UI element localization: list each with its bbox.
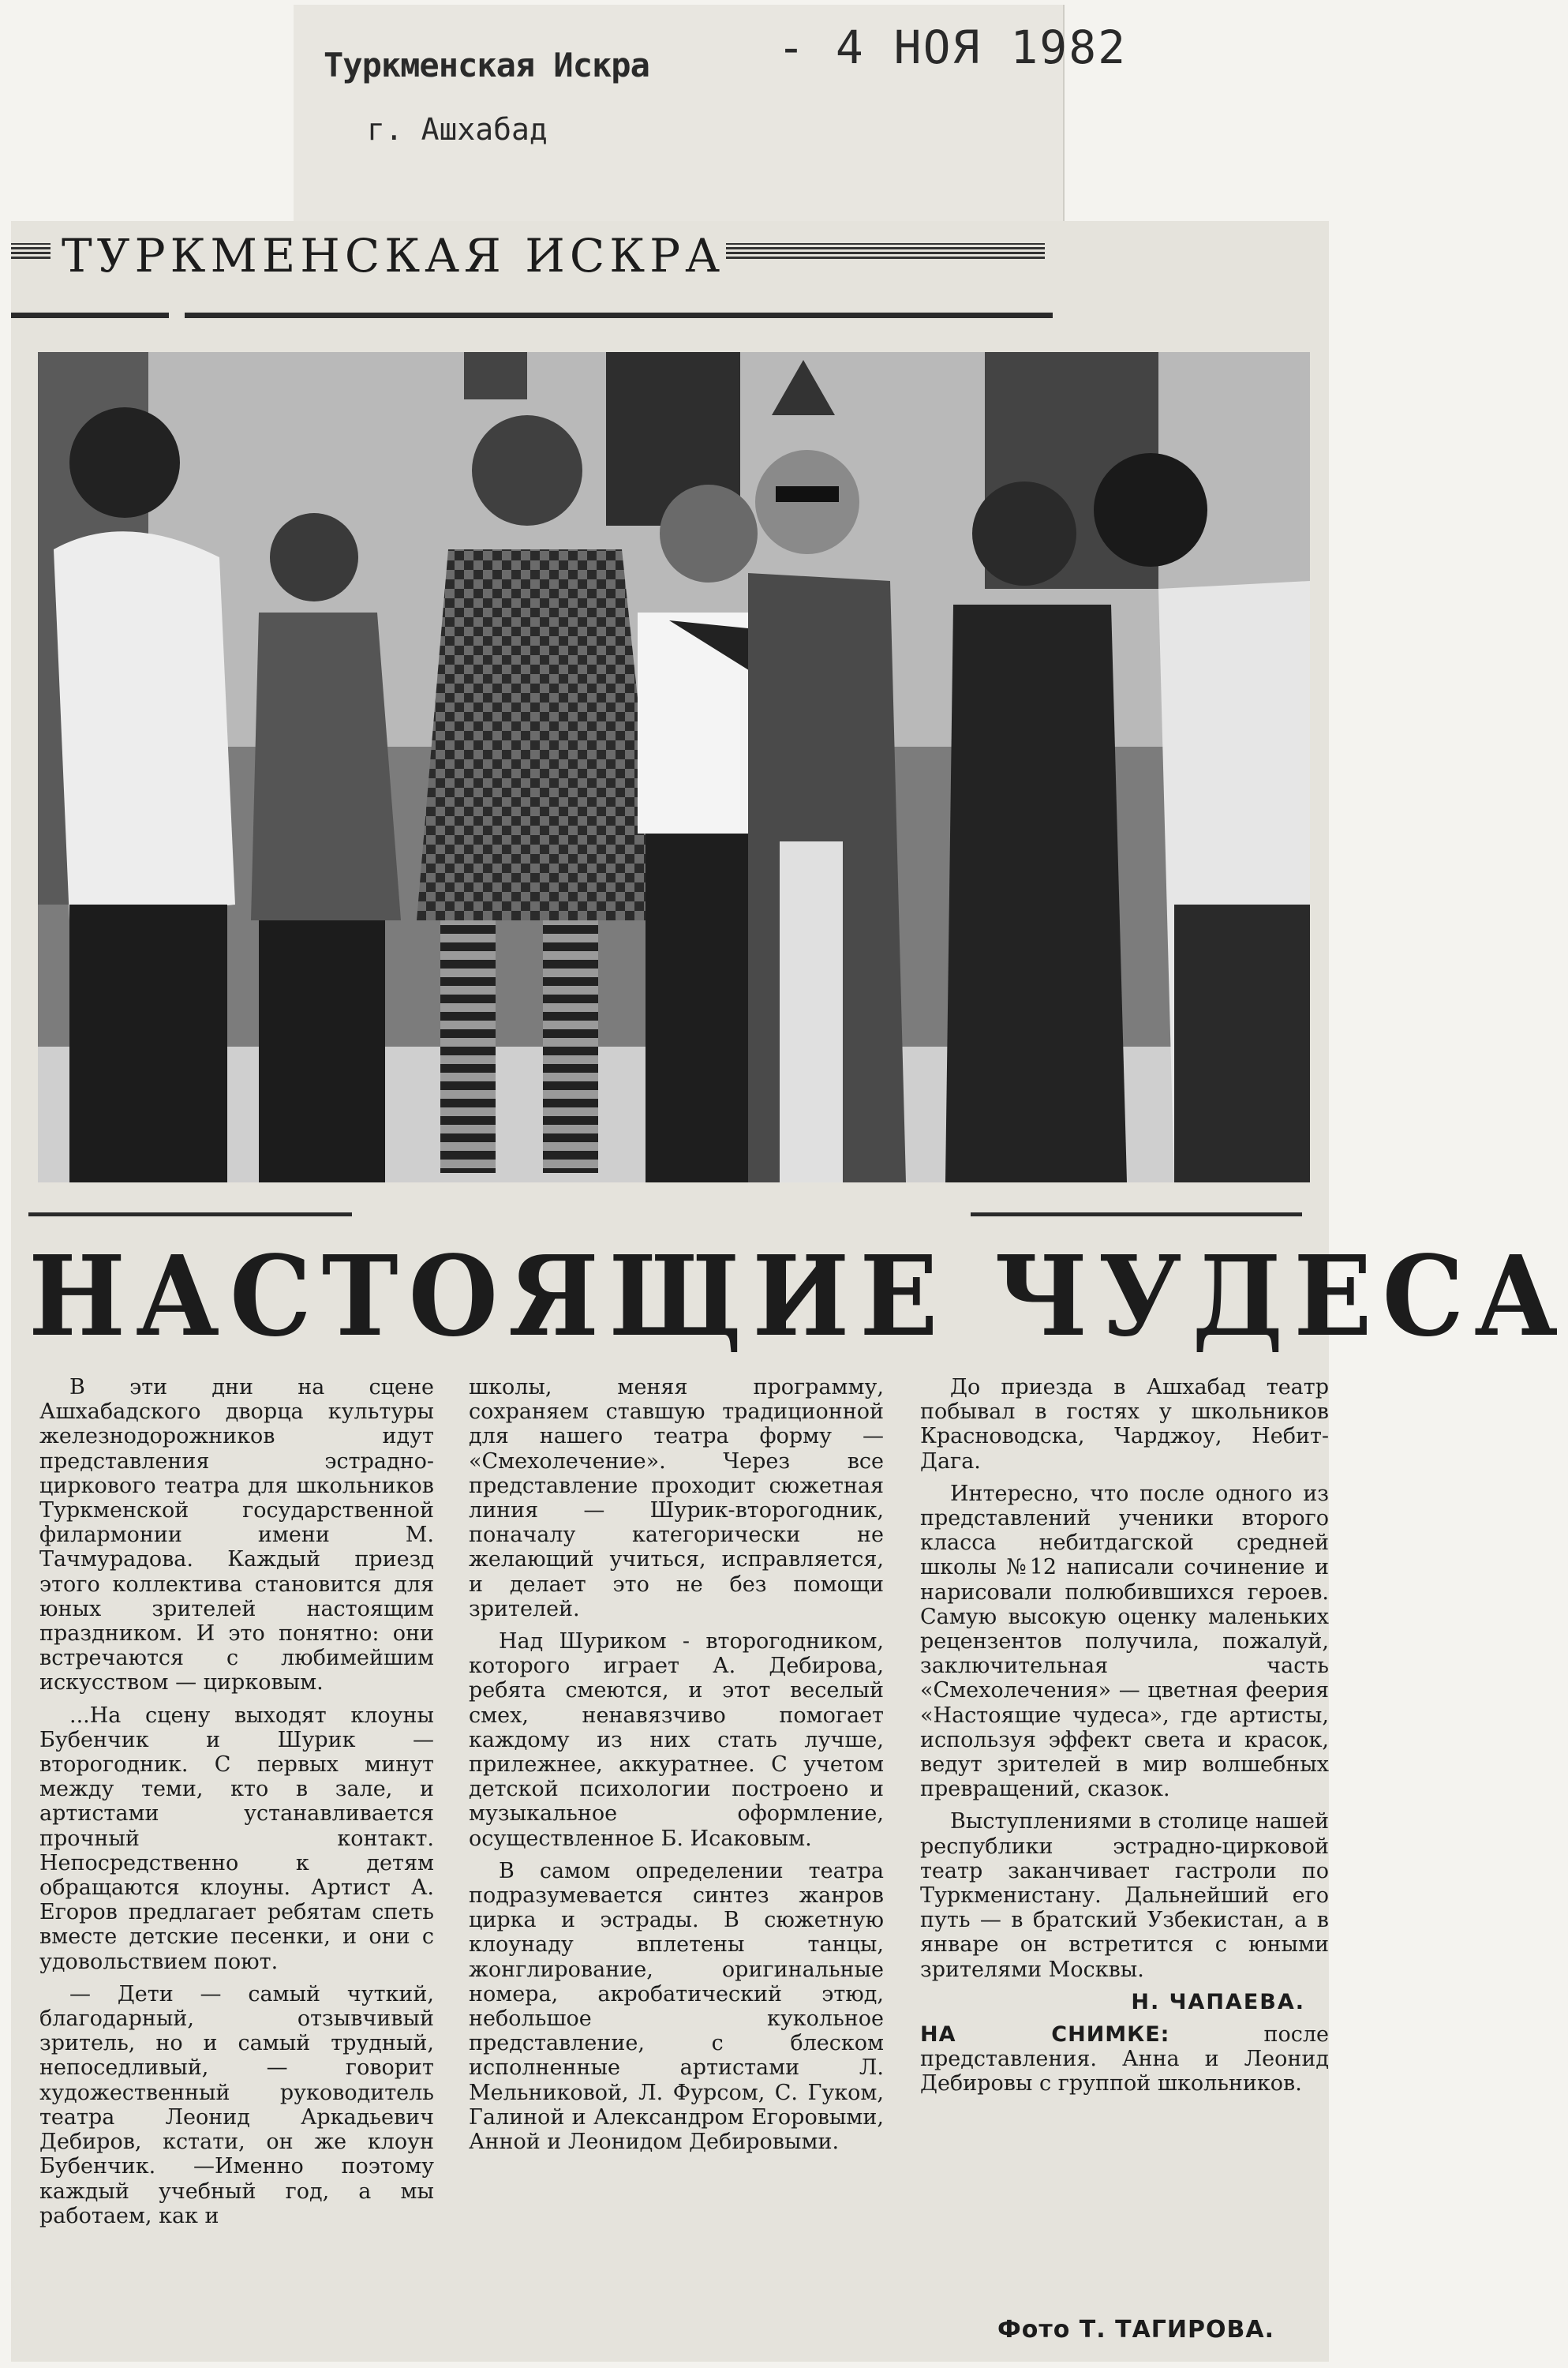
photo-illustration (38, 352, 1310, 1182)
headline-rule-left (28, 1212, 352, 1216)
stamp-date: - 4 НОЯ 1982 (777, 21, 1128, 74)
article-photo (38, 352, 1310, 1182)
paragraph: Интересно, что после одного из представлений ученики второго класса небитдагской средней школы №12 написали сочинение и нарисовали полюбившихся героев. Самую высокую оценку маленьких рецензентов получила, пожалуй, заключительная часть «Смехолечения» — цветная феерия «Настоящие чудеса», где артисты, используя эффект света и красок, ведут зрителей в мир волшебных превращений, сказок. (920, 1481, 1329, 1802)
article-column-1 (39, 1375, 434, 2236)
masthead-rule-left (11, 313, 169, 318)
headline-rule-right (971, 1212, 1302, 1216)
caption-text: после представления. Анна и Леонид Дебировы с группой школьников. (920, 2022, 1329, 2096)
stamp-paper-name: Туркменская Искра (324, 46, 649, 84)
author-signature: Н. ЧАПАЕВА. (1131, 1989, 1305, 2014)
caption-label: НА СНИМКЕ: (920, 2022, 1170, 2048)
paragraph: Над Шуриком - второгодником, которого играет А. Дебирова, ребята смеются, и этот веселый смех, ненавязчиво помогает каждому из них стать лучше, прилежнее, аккуратнее. С учетом детской психологии построено и музыкальное оформление, осуществленное Б. Исаковым. (469, 1629, 884, 1851)
masthead-ornament-right (726, 243, 1045, 259)
article-headline: НАСТОЯЩИЕ ЧУДЕСА (28, 1232, 1568, 1362)
photo-caption (920, 2022, 1329, 2096)
article-column-2 (469, 1375, 884, 2162)
photo-credit: Фото Т. ТАГИРОВА. (997, 2316, 1274, 2344)
masthead-rule-right (185, 313, 1053, 318)
stamp-city: г. Ашхабад (367, 112, 548, 147)
newspaper-title: ТУРКМЕНСКАЯ ИСКРА (62, 229, 725, 283)
paragraph: — Дети — самый чуткий, благодарный, отзывчивый зритель, но и самый трудный, непоседливый, — говорит художественный руководитель театра Леонид Аркадьевич Дебиров, кстати, он же клоун Бубенчик. —Именно поэтому каждый учебный год, а мы работаем, как и (39, 1981, 434, 2228)
paragraph: Выступлениями в столице нашей республики эстрадно-цирковой театр заканчивает гастроли по Туркменистану. Дальнейший его путь — в братский Узбекистан, а в январе он встретится с юными зрителями Москвы. (920, 1809, 1329, 1982)
paragraph: школы, меняя программу, сохраняем ставшую традиционной для нашего театра форму — «Смехолечение». Через все представление проходит сюжетная линия — Шурик-второгодник, поначалу категорически не желающий учиться, исправляется, и делает это не без помощи зрителей. (469, 1375, 884, 1621)
article-column-3 (920, 1375, 1329, 2104)
paragraph: ...На сцену выходят клоуны Бубенчик и Шурик — второгодник. С первых минут между теми, кто в зале, и артистами устанавливается прочный контакт. Непосредственно к детям обращаются клоуны. Артист А. Егоров предлагает ребятам спеть вместе детские песенки, и они с удовольствием поют. (39, 1703, 434, 1974)
paragraph: До приезда в Ашхабад театр побывал в гостях у школьников Красноводска, Чарджоу, Небит-Дага. (920, 1375, 1329, 1474)
paragraph: В самом определении театра подразумевается синтез жанров цирка и эстрады. В сюжетную клоунаду вплетены танцы, жонглирование, оригинальные номера, акробатический этюд, небольшое кукольное представление, с блеском исполненные артистами Л. Мельниковой, Л. Фурсом, С. Гуком, Галиной и Александром Егоровыми, Анной и Леонидом Дебировыми. (469, 1858, 884, 2155)
paragraph: В эти дни на сцене Ашхабадского дворца культуры железнодорожников идут представления эстрадно-циркового театра для школьников Туркменской государственной филармонии имени М. Тачмурадова. Каждый приезд этого коллектива становится для юных зрителей настоящим праздником. И это понятно: они встречаются с любимейшим искусством — цирковым. (39, 1375, 434, 1695)
